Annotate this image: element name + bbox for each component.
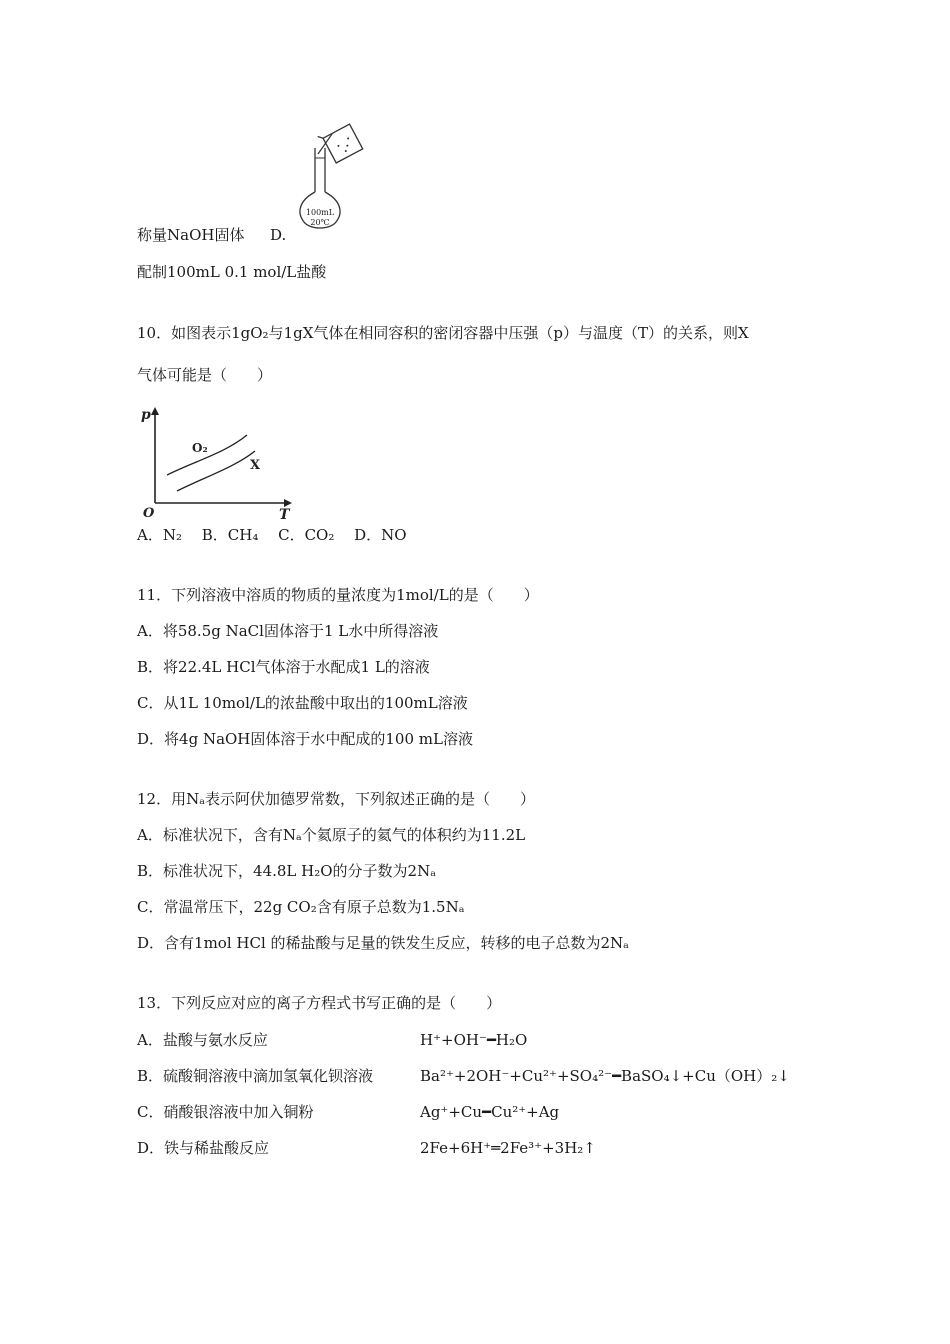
- q10-stem-line1: 10．如图表示1gO₂与1gX气体在相同容积的密闭容器中压强（p）与温度（T）的关系，则X: [137, 324, 749, 342]
- q13-option-b-label: B．硫酸铜溶液中滴加氢氧化钡溶液: [137, 1067, 374, 1085]
- q12-option-a: A．标准状况下，含有Nₐ个氦原子的氦气的体积约为11.2L: [137, 826, 526, 844]
- q13-stem: 13．下列反应对应的离子方程式书写正确的是（ ）: [137, 994, 502, 1012]
- q9-option-d-text: 配制100mL 0.1 mol/L盐酸: [137, 263, 327, 281]
- q11-option-c: C．从1L 10mol/L的浓盐酸中取出的100mL溶液: [137, 694, 468, 712]
- q12-option-b: B．标准状况下，44.8L H₂O的分子数为2Nₐ: [137, 862, 436, 880]
- q12-option-d: D．含有1mol HCl 的稀盐酸与足量的铁发生反应，转移的电子总数为2Nₐ: [137, 934, 629, 952]
- q13-option-a-equation: H⁺+OH⁻━H₂O: [420, 1031, 528, 1049]
- q13-option-c-equation: Ag⁺+Cu━Cu²⁺+Ag: [420, 1103, 560, 1121]
- curve-x-label: X: [250, 458, 261, 473]
- curve-o2-label: O₂: [192, 441, 208, 455]
- flask-temp: 20℃: [310, 218, 330, 227]
- q11-option-b: B．将22.4L HCl气体溶于水配成1 L的溶液: [137, 658, 430, 676]
- flask-volume: 100mL: [305, 208, 335, 217]
- curve-x: [177, 451, 255, 491]
- q13-option-b-equation: Ba²⁺+2OH⁻+Cu²⁺+SO₄²⁻━BaSO₄↓+Cu（OH）₂↓: [420, 1067, 790, 1085]
- q13-option-d-label: D．铁与稀盐酸反应: [137, 1139, 270, 1157]
- origin-label: O: [143, 506, 155, 520]
- q9-option-c: 称量NaOH固体: [137, 226, 245, 244]
- pressure-temperature-graph: [135, 405, 300, 520]
- volumetric-flask-figure: [290, 122, 370, 232]
- q11-option-a: A．将58.5g NaCl固体溶于1 L水中所得溶液: [137, 622, 439, 640]
- q13-option-c-label: C．硝酸银溶液中加入铜粉: [137, 1103, 314, 1121]
- q9-option-d: D.: [270, 226, 287, 244]
- q11-stem: 11．下列溶液中溶质的物质的量浓度为1mol/L的是（ ）: [137, 586, 539, 604]
- q12-stem: 12．用Nₐ表示阿伏加德罗常数，下列叙述正确的是（ ）: [137, 790, 536, 808]
- q11-option-d: D．将4g NaOH固体溶于水中配成的100 mL溶液: [137, 730, 473, 748]
- q10-stem-line2: 气体可能是（ ）: [137, 366, 273, 384]
- x-axis-label: T: [279, 507, 290, 520]
- q12-option-c: C．常温常压下，22g CO₂含有原子总数为1.5Nₐ: [137, 898, 465, 916]
- q13-option-a-label: A．盐酸与氨水反应: [137, 1031, 268, 1049]
- q10-options: A．N₂ B．CH₄ C．CO₂ D．NO: [137, 526, 407, 544]
- y-axis-label: p: [141, 407, 151, 423]
- q13-option-d-equation: 2Fe+6H⁺═2Fe³⁺+3H₂↑: [420, 1139, 596, 1157]
